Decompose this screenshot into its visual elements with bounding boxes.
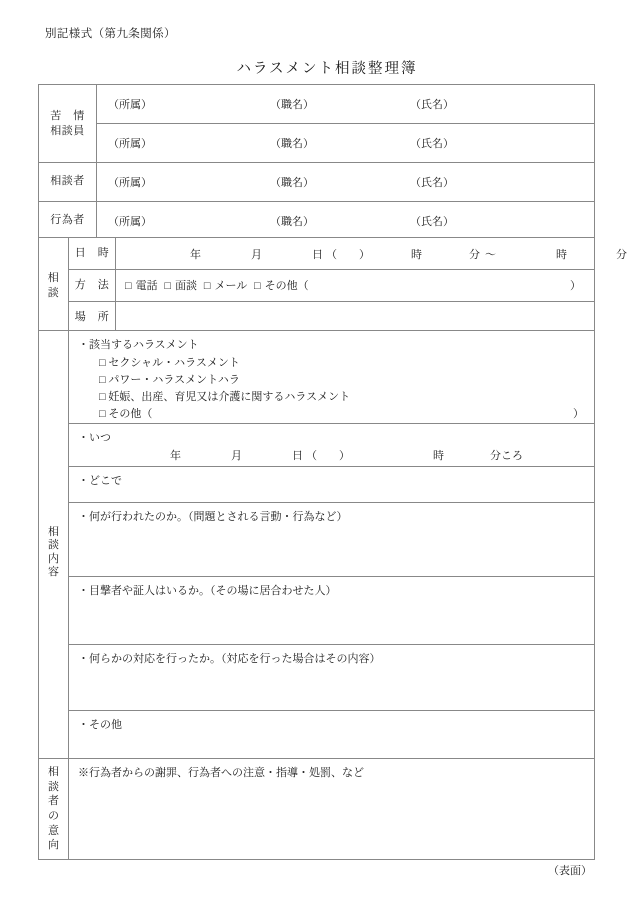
section-label-intent [39,759,69,860]
when-cell[interactable] [69,424,595,467]
field-shimei-label: （氏名） [410,99,454,111]
intent-input-cell[interactable] [69,759,595,860]
section-label-char: 者 [48,795,59,808]
section-label-consultation [39,238,69,334]
row-label-consulter: 相談者 [39,163,97,202]
method-options-cell[interactable] [116,270,595,302]
persons-fields-cell[interactable] [97,163,595,202]
section-label-content [39,331,69,775]
method-other-close-paren: ） [570,279,581,292]
witness-cell[interactable] [69,577,595,645]
harassment-option-power[interactable]: パワー・ハラスメントハラ [108,374,240,387]
table-row [39,424,595,467]
checkbox-phone-icon[interactable]: □ [125,279,132,292]
harassment-option-maternity[interactable]: 妊娠、出産、育児又は介護に関するハラスメント [108,391,351,404]
when-weekday-paren: （ ） [306,450,350,463]
page-side-note: （表面） [548,865,592,877]
section-label-char: 相 [47,271,60,284]
field-shozoku-label: （所属） [108,138,152,150]
when-minute-label: 分ころ [490,450,523,463]
method-option-phone[interactable]: 電話 [135,279,158,292]
row-label-perpetrator: 行為者 [39,202,97,241]
section-label-char: 談 [48,539,59,552]
consultation-content-table [38,330,595,775]
checkbox-power-icon[interactable]: □ [99,374,106,387]
checkbox-maternity-icon[interactable]: □ [99,391,106,404]
checkbox-row-sexual[interactable] [99,355,585,372]
what-happened-cell[interactable] [69,503,595,577]
checkbox-row-maternity[interactable] [99,389,585,406]
datetime-hour-label: 時 [411,248,422,261]
when-heading: ・いつ [78,432,111,445]
witness-heading: ・目撃者や証人はいるか。（その場に居合わせた人） [78,585,337,598]
harassment-option-other[interactable]: その他（ [108,408,153,421]
datetime-weekday-paren: （ ） [326,248,370,261]
section-label-char: 意 [48,824,59,837]
field-shozoku-label: （所属） [108,216,152,228]
where-heading: ・どこで [78,475,122,488]
consulter-intent-table [38,758,595,860]
table-row [39,331,595,424]
datetime-minute-label: 分 [469,248,480,261]
field-shokumei-label: （職名） [270,177,314,189]
section-label-char: 談 [47,286,60,299]
checkbox-row-power[interactable] [99,372,585,389]
checkbox-row-other[interactable] [99,406,585,423]
persons-table [38,84,595,241]
field-shimei-label: （氏名） [410,177,454,189]
when-hour-label: 時 [433,450,444,463]
table-row [39,85,595,124]
section-label-char: 内 [48,552,59,565]
field-shozoku-label: （所属） [108,99,152,111]
datetime-input-cell[interactable] [116,238,627,270]
checkbox-meeting-icon[interactable]: □ [164,279,172,292]
method-option-other[interactable]: その他（ [264,279,309,292]
field-shozoku-label: （所属） [108,177,152,189]
checkbox-other-icon[interactable]: □ [254,279,261,292]
when-month-label: 月 [231,450,242,463]
section-label-char: の [48,810,59,822]
datetime-hour-end-label: 時 [556,248,567,261]
table-row [39,202,595,241]
document-kind-label: 別記様式（第九条関係） [45,28,176,40]
table-row [39,163,595,202]
datetime-month-label: 月 [251,248,262,261]
section-label-char: 相 [48,766,59,779]
harassment-heading: ・該当するハラスメント [78,339,199,351]
response-cell[interactable] [69,645,595,711]
when-year-label: 年 [170,450,181,463]
persons-fields-cell[interactable] [97,85,595,124]
row-label-counselor [39,85,97,163]
consultation-table [38,237,627,334]
what-happened-heading: ・何が行われたのか。（問題とされる言動・行為など） [78,511,348,524]
response-heading: ・何らかの対応を行ったか。（対応を行った場合はその内容） [78,653,381,666]
method-option-mail[interactable]: メール [214,279,248,292]
checkbox-mail-icon[interactable]: □ [203,279,211,292]
datetime-year-label: 年 [190,248,201,261]
table-row [39,270,595,302]
datetime-tilde: ～ [485,248,496,261]
where-cell[interactable] [69,467,595,503]
section-label-char: 談 [48,780,59,793]
table-row [39,759,595,860]
table-row [39,503,595,577]
row-label-datetime: 日 時 [69,238,116,270]
row-label-place: 場 所 [69,302,116,334]
table-row [39,577,595,645]
checkbox-sexual-icon[interactable]: □ [99,357,106,370]
other-content-heading: ・その他 [78,719,122,732]
method-option-meeting[interactable]: 面談 [175,279,198,292]
table-row [39,467,595,503]
datetime-minute-end-label: 分 [616,248,627,261]
section-label-char: 向 [48,839,59,852]
datetime-day-label: 日 [312,248,323,261]
section-label-char: 相 [48,526,59,539]
row-label-line2: 相談員 [50,124,85,137]
field-shokumei-label: （職名） [270,99,314,111]
harassment-option-sexual[interactable]: セクシャル・ハラスメント [108,357,240,370]
when-day-label: 日 [292,450,303,463]
field-shimei-label: （氏名） [410,138,454,150]
row-label-line1: 苦 情 [50,109,85,122]
field-shokumei-label: （職名） [270,216,314,228]
persons-fields-cell[interactable] [97,202,595,241]
section-label-char: 容 [48,565,59,578]
field-shimei-label: （氏名） [410,216,454,228]
table-row [39,238,595,270]
persons-fields-cell[interactable] [97,124,595,163]
intent-note: ※行為者からの謝罪、行為者への注意・指導・処罰、など [78,767,364,779]
table-row [39,124,595,163]
place-input-cell[interactable] [116,302,595,334]
checkbox-other-icon[interactable]: □ [99,408,106,421]
page-title: ハラスメント相談整理簿 [236,61,418,77]
table-row [39,302,595,334]
row-label-method: 方 法 [69,270,116,302]
table-row [39,645,595,711]
harassment-type-cell[interactable] [69,331,595,424]
harassment-other-close-paren: ） [573,408,584,421]
field-shokumei-label: （職名） [270,138,314,150]
